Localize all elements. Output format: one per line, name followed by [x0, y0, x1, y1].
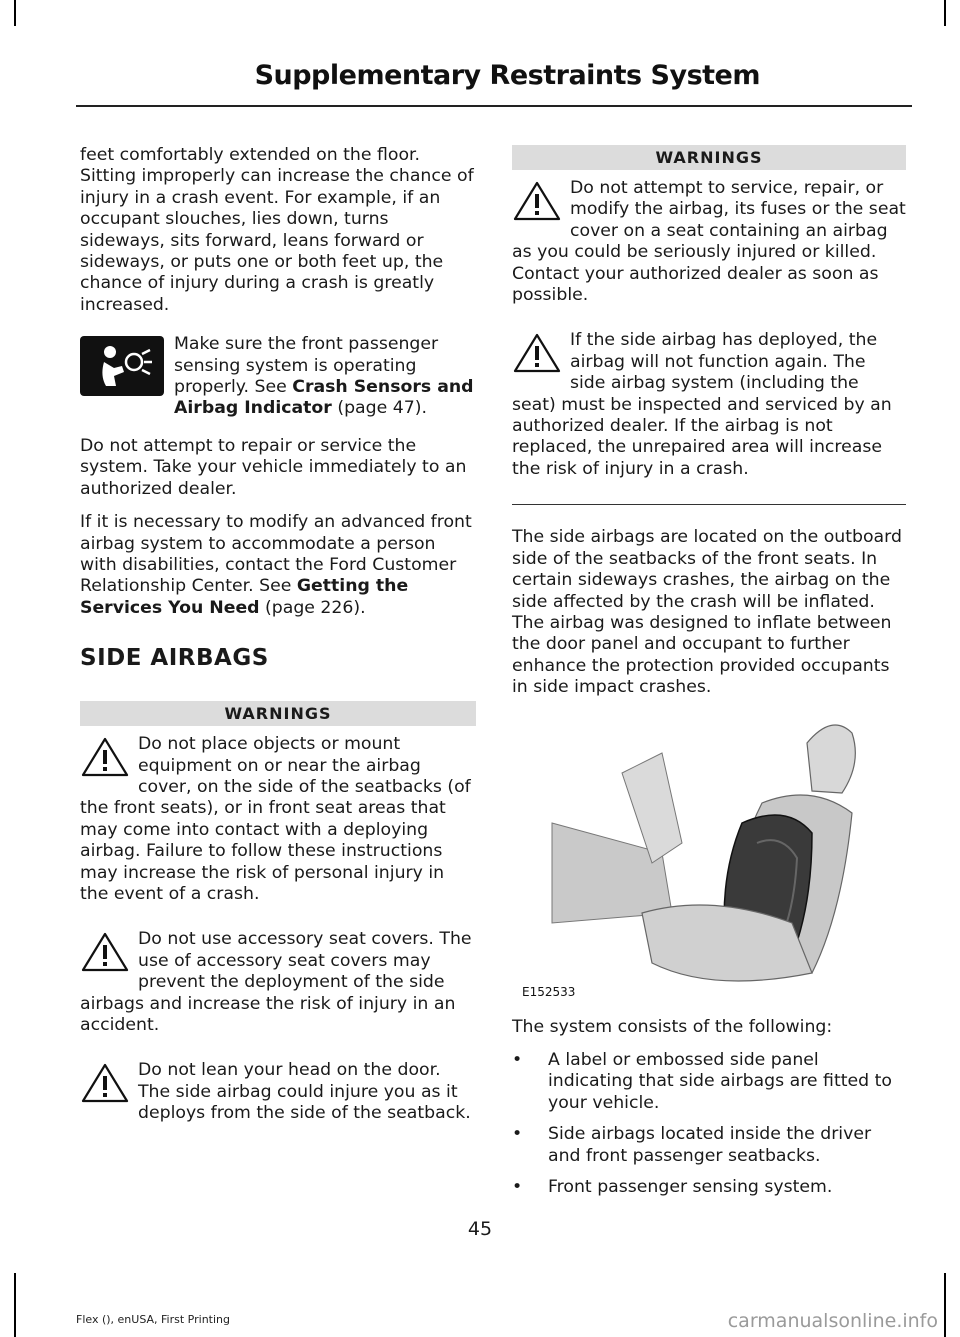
crop-mark-top-right: [944, 0, 946, 26]
warning-triangle-icon: [80, 736, 130, 778]
paragraph-seating: feet comfortably extended on the floor. Sitting improperly can increase the chance of injury in a crash event. For example, if an occupant slouches, lies down, turns sideways, sits forward, leans forward or sideways, or puts one or both feet up, the chance of injury during a crash is greatly increased.: [80, 145, 474, 315]
warnings-end-rule: [512, 504, 906, 505]
warning-item: [80, 734, 476, 917]
right-column: [512, 145, 906, 1208]
warning-text: If the side airbag has deployed, the airbag will not function again. The side airbag system (including the seat) must be inspected and serviced by an authorized dealer. If the airbag is not replaced, the unrepaired area will increase the risk of injury in a crash.: [512, 330, 892, 479]
list-item: • Side airbags located inside the driver and front passenger seatbacks.: [512, 1124, 906, 1167]
page-header-title: Supplementary Restraints System: [254, 60, 760, 91]
list-item: • A label or embossed side panel indicating that side airbags are fitted to your vehicle.: [512, 1050, 906, 1114]
passenger-sensing-note: [80, 334, 476, 420]
left-column: [80, 145, 476, 1149]
warning-text: Do not use accessory seat covers. The use of accessory seat covers may prevent the deployment of the side airbags and increase the risk of injury in an accident.: [80, 929, 472, 1035]
sensing-note-page: (page 47).: [331, 398, 427, 419]
watermark: carmanualsonline.info: [727, 1310, 938, 1332]
warning-item: [512, 178, 906, 318]
crop-mark-top-left: [14, 0, 16, 26]
crop-mark-bottom-left: [14, 1273, 16, 1337]
warning-triangle-icon: [512, 332, 562, 374]
warning-triangle-icon: [80, 1062, 130, 1104]
warning-item: [80, 929, 476, 1048]
modify-page: (page 226).: [259, 597, 366, 618]
system-components-list: [512, 1050, 906, 1198]
section-title-side-airbags: SIDE AIRBAGS: [80, 645, 269, 672]
sensing-note-text: Make sure the front passenger sensing system is operating properly. See: [174, 334, 439, 398]
paragraph-side-airbag-location: The side airbags are located on the outboard side of the seatbacks of the front seats. In certain sideways crashes, the airbag on the side affected by the crash will be inflated. The airbag was designed to inflate between the door panel and occupant to further enhance the protection provided occupants in side impact crashes.: [512, 527, 902, 698]
paragraph-system-consists: The system consists of the following:: [512, 1016, 833, 1037]
warnings-heading-right: WARNINGS: [512, 145, 906, 170]
side-airbag-seat-figure: [512, 713, 906, 1003]
seat-illustration: [512, 713, 906, 1003]
page-number: 45: [467, 1218, 493, 1240]
crash-sensors-link[interactable]: Crash Sensors and Airbag Indicator: [174, 377, 474, 419]
modify-text: If it is necessary to modify an advanced front airbag system to accommodate a person with disabilities, contact the Ford Customer Relationship Center. See: [80, 512, 472, 597]
warning-triangle-icon: [512, 180, 562, 222]
header-rule: [76, 105, 912, 107]
passenger-airbag-icon: [80, 336, 164, 396]
crop-mark-bottom-right: [944, 1273, 946, 1337]
services-link[interactable]: Getting the Services You Need: [80, 576, 409, 618]
list-item: • Front passenger sensing system.: [512, 1177, 906, 1198]
figure-code: E152533: [522, 984, 576, 999]
warning-text: Do not lean your head on the door. The side airbag could injure you as it deploys from the side of the seatback.: [138, 1060, 471, 1124]
warning-text: Do not attempt to service, repair, or modify the airbag, its fuses or the seat cover on a seat containing an airbag as you could be seriously injured or killed. Contact your authorized dealer as soon as possible.: [512, 178, 906, 306]
footer-text: Flex (), enUSA, First Printing: [76, 1313, 230, 1326]
warning-item: [80, 1060, 476, 1136]
warning-item: [512, 330, 906, 492]
warning-text: Do not place objects or mount equipment on or near the airbag cover, on the side of the seatbacks (of the front seats), or in front seat areas that may come into contact with a deploying airbag. Failure to follow these instructions may increase the risk of personal injury in the event of a crash.: [80, 734, 471, 904]
warning-triangle-icon: [80, 931, 130, 973]
paragraph-repair: Do not attempt to repair or service the system. Take your vehicle immediately to an authorized dealer.: [80, 435, 467, 499]
warnings-heading-left: WARNINGS: [80, 701, 476, 726]
